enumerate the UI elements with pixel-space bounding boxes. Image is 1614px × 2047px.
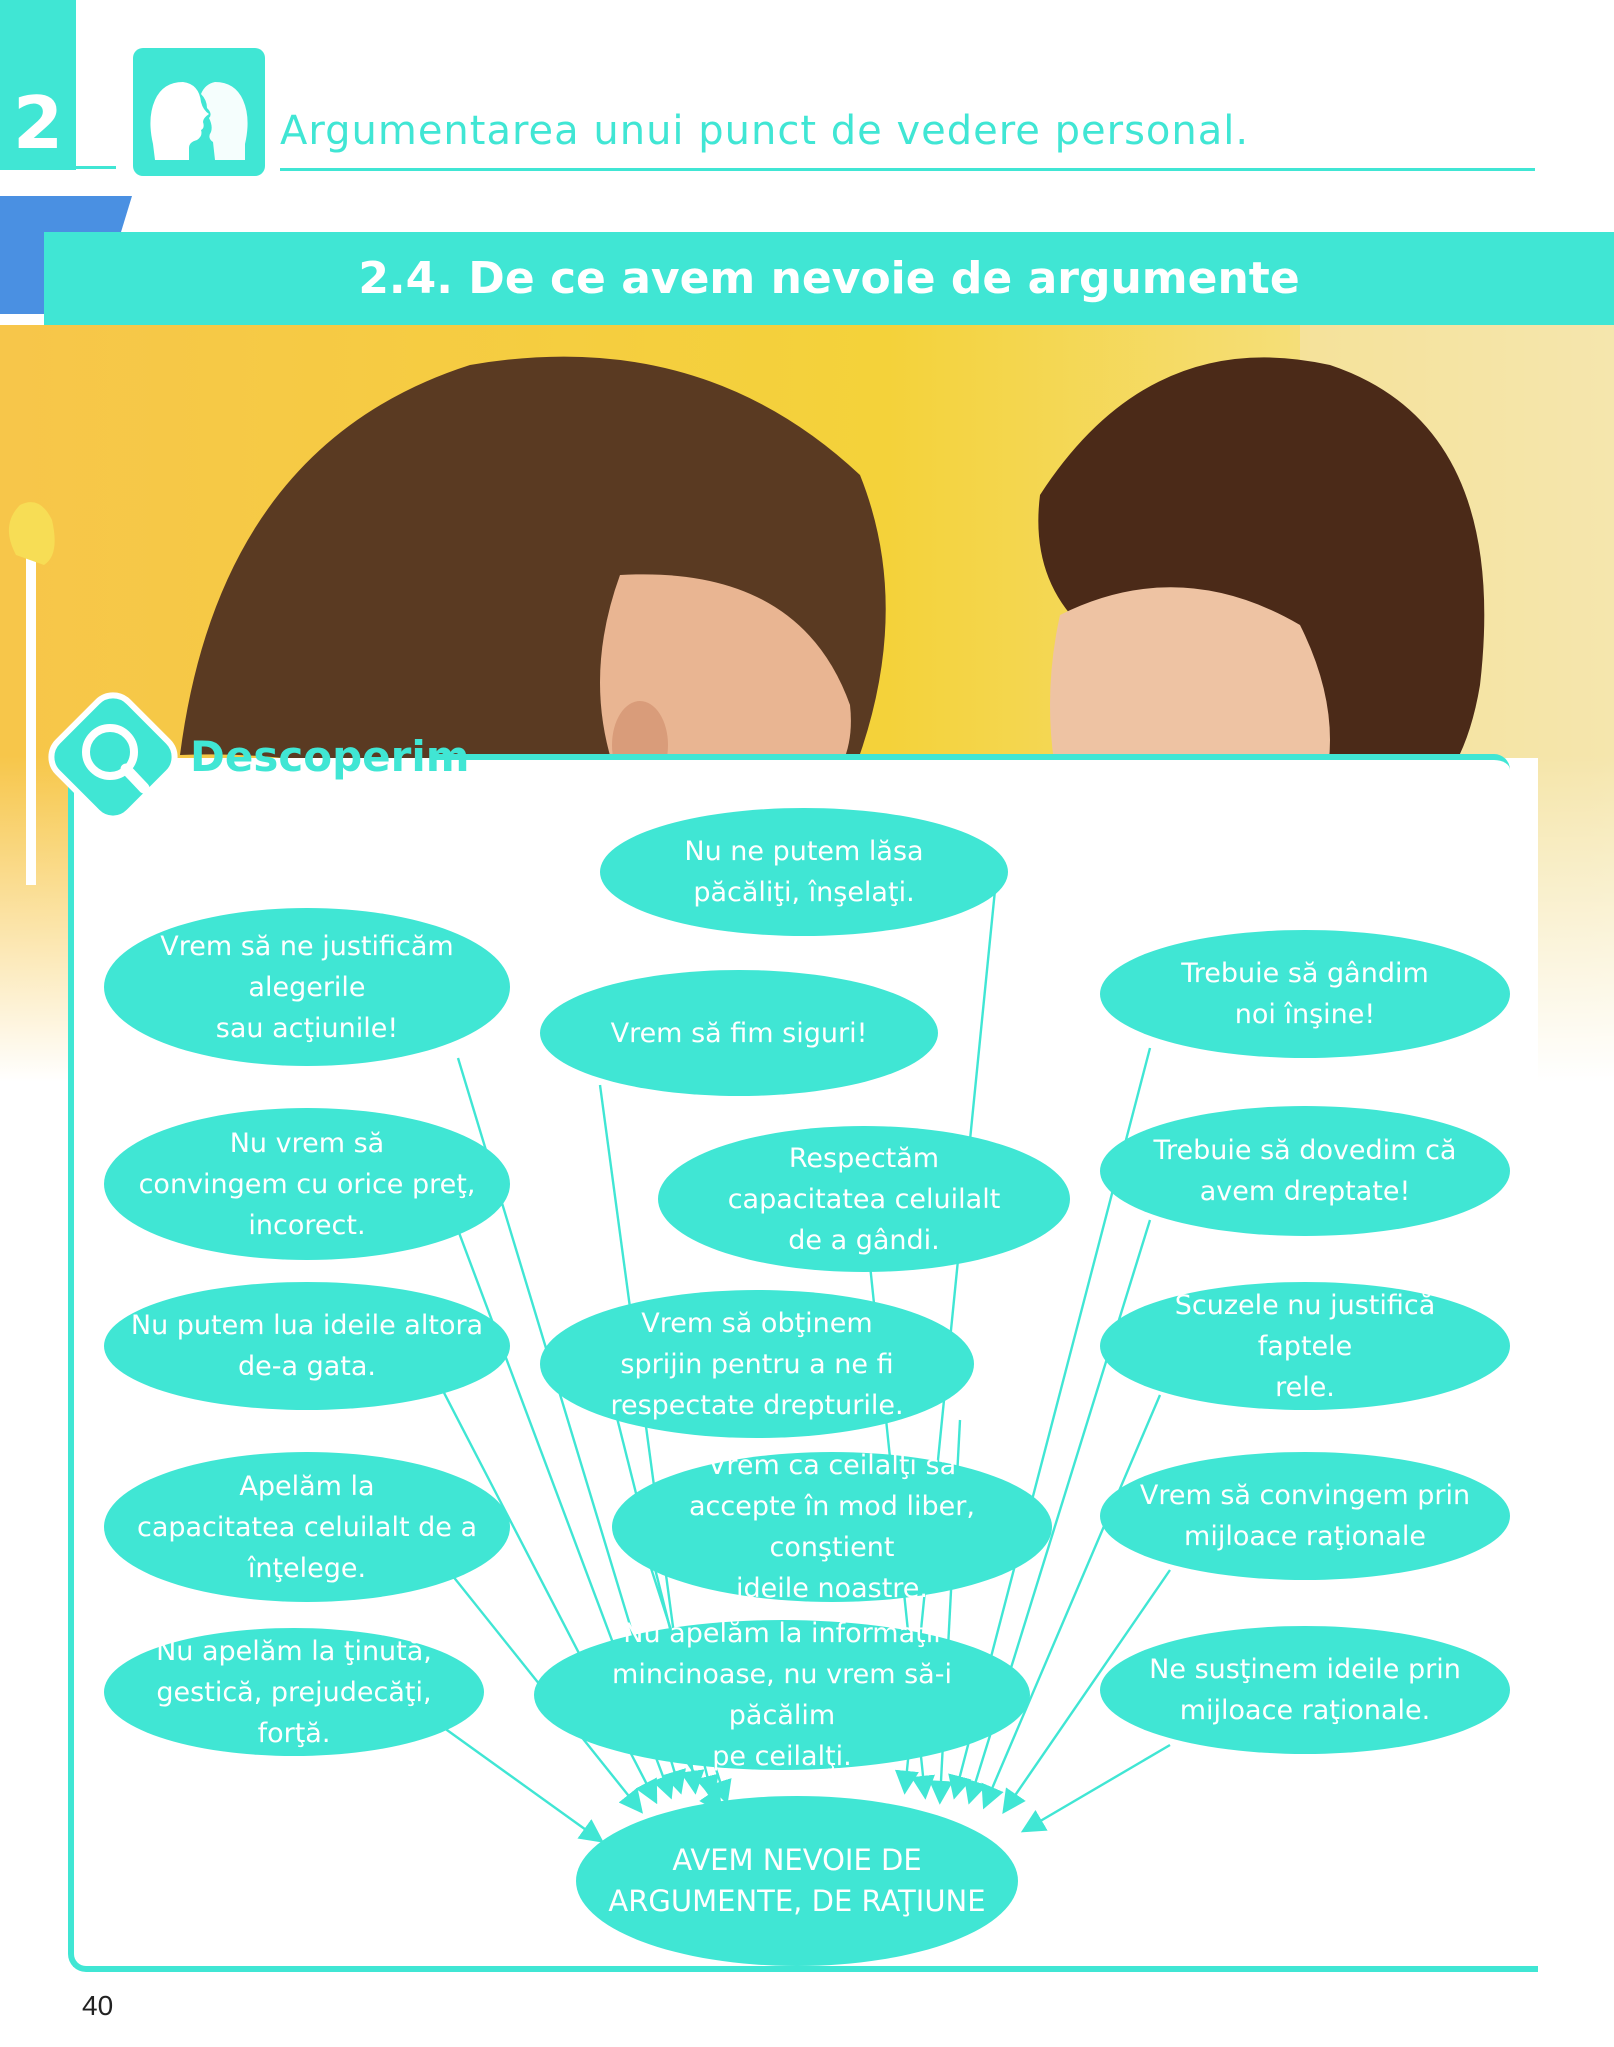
bubble-appeal-understanding: Apelăm la capacitatea celuilalt de a înţelege. [104,1452,510,1602]
bubble-obtain-support: Vrem să obţinem sprijin pentru a ne fi respectate drepturile. [540,1290,974,1438]
header-title: Argumentarea unui punct de vedere personal. [280,108,1250,154]
bubble-justify-choices: Vrem să ne justificăm alegerile sau acţiunile! [104,908,510,1066]
arrow [1025,1745,1170,1830]
bubble-need-arguments: AVEM NEVOIE DE ARGUMENTE, DE RAŢIUNE [576,1796,1018,1966]
bubble-no-lies: Nu apelăm la informaţii mincinoase, nu vrem să-i păcălim pe ceilalţi. [534,1620,1030,1770]
bubble-convince-rational: Vrem să convingem prin mijloace raţionale [1100,1452,1510,1580]
bubble-excuses: Scuzele nu justifică faptele rele. [1100,1282,1510,1410]
bubble-not-fooled: Nu ne putem lăsa păcăliţi, înşelaţi. [600,808,1008,936]
bubble-support-ideas: Ne susţinem ideile prin mijloace raţionale. [1100,1626,1510,1754]
section-title: 2.4. De ce avem nevoie de argumente [358,253,1300,304]
bubble-accept-freely: Vrem ca ceilalţi să accepte în mod liber, conştient ideile noastre. [612,1452,1052,1602]
bubble-prove-right: Trebuie să dovedim că avem dreptate! [1100,1106,1510,1236]
bubble-be-sure: Vrem să fim siguri! [540,970,938,1096]
discover-label: Descoperim [190,732,470,781]
bubble-no-appearance: Nu apelăm la ţinută, gestică, prejudecăţi, forţă. [104,1628,484,1756]
chapter-number: 2 [12,81,64,165]
bubble-respect-thinking: Respectăm capacitatea celuilalt de a gândi. [658,1126,1070,1272]
bubble-not-convince-any-price: Nu vrem să convingem cu orice preţ, incorect. [104,1108,510,1260]
bubble-think-ourselves: Trebuie să gândim noi înşine! [1100,930,1510,1058]
page-number: 40 [82,1990,114,2021]
bubble-not-take-ideas: Nu putem lua ideile altora de-a gata. [104,1282,510,1410]
